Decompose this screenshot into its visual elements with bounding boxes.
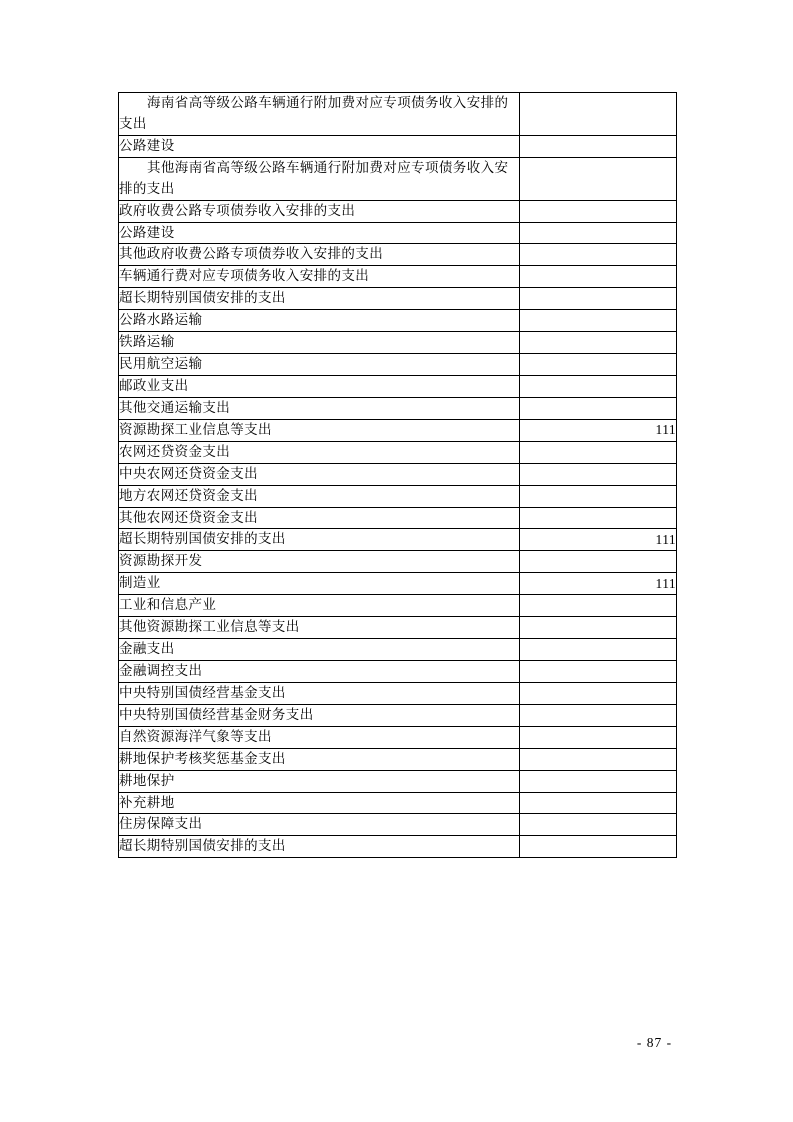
row-label: 铁路运输: [119, 332, 520, 354]
row-label: 公路水路运输: [119, 310, 520, 332]
table-row: [119, 310, 677, 332]
table-row: [119, 157, 677, 200]
row-value: [520, 617, 677, 639]
table-row: [119, 419, 677, 441]
table-row: [119, 266, 677, 288]
row-value: [520, 485, 677, 507]
table-row: [119, 441, 677, 463]
row-value: [520, 397, 677, 419]
row-label: 中央特别国债经营基金财务支出: [119, 704, 520, 726]
row-value: [520, 244, 677, 266]
row-value: [520, 200, 677, 222]
table-row: [119, 332, 677, 354]
table-row: [119, 551, 677, 573]
row-value: [520, 375, 677, 397]
row-label: 其他资源勘探工业信息等支出: [119, 617, 520, 639]
row-value: [520, 660, 677, 682]
table-row: [119, 660, 677, 682]
row-value: [520, 332, 677, 354]
row-label: 超长期特别国债安排的支出: [119, 529, 520, 551]
row-label: 住房保障支出: [119, 814, 520, 836]
table-row: [119, 507, 677, 529]
row-value: [520, 595, 677, 617]
table-row: [119, 288, 677, 310]
table-row: [119, 529, 677, 551]
table-row: [119, 814, 677, 836]
row-label: 金融调控支出: [119, 660, 520, 682]
row-value: [520, 836, 677, 858]
table-row: [119, 792, 677, 814]
table-row: [119, 93, 677, 136]
table-row: [119, 397, 677, 419]
row-value: [520, 135, 677, 157]
row-label: 超长期特别国债安排的支出: [119, 836, 520, 858]
row-label: 邮政业支出: [119, 375, 520, 397]
row-label: 其他农网还贷资金支出: [119, 507, 520, 529]
row-value: [520, 770, 677, 792]
row-value: 111: [520, 529, 677, 551]
table-row: [119, 770, 677, 792]
row-label: 制造业: [119, 573, 520, 595]
row-label: 耕地保护考核奖惩基金支出: [119, 748, 520, 770]
row-label: 公路建设: [119, 135, 520, 157]
row-value: [520, 704, 677, 726]
budget-table: [118, 92, 677, 858]
row-value: [520, 792, 677, 814]
row-value: [520, 222, 677, 244]
row-label: 其他交通运输支出: [119, 397, 520, 419]
row-label: 中央农网还贷资金支出: [119, 463, 520, 485]
row-value: [520, 288, 677, 310]
table-row: [119, 573, 677, 595]
table-row: [119, 595, 677, 617]
row-label: 中央特别国债经营基金支出: [119, 682, 520, 704]
row-label: 其他海南省高等级公路车辆通行附加费对应专项债务收入安排的支出: [119, 157, 520, 200]
row-label: 政府收费公路专项债券收入安排的支出: [119, 200, 520, 222]
row-label: 补充耕地: [119, 792, 520, 814]
table-row: [119, 485, 677, 507]
table-row: [119, 682, 677, 704]
row-value: [520, 354, 677, 376]
row-value: [520, 157, 677, 200]
row-value: [520, 682, 677, 704]
row-label: 民用航空运输: [119, 354, 520, 376]
row-label: 耕地保护: [119, 770, 520, 792]
table-row: [119, 704, 677, 726]
table-row: [119, 639, 677, 661]
row-label: 农网还贷资金支出: [119, 441, 520, 463]
row-value: 111: [520, 419, 677, 441]
table-row: [119, 354, 677, 376]
budget-table-body: [119, 93, 677, 858]
page-footer: [0, 1035, 793, 1051]
row-value: [520, 463, 677, 485]
row-value: [520, 639, 677, 661]
row-label: 地方农网还贷资金支出: [119, 485, 520, 507]
row-label: 车辆通行费对应专项债务收入安排的支出: [119, 266, 520, 288]
budget-table-container: [118, 92, 676, 858]
row-value: [520, 748, 677, 770]
table-row: [119, 222, 677, 244]
row-value: [520, 814, 677, 836]
row-value: [520, 441, 677, 463]
table-row: [119, 375, 677, 397]
row-label: 工业和信息产业: [119, 595, 520, 617]
row-label: 超长期特别国债安排的支出: [119, 288, 520, 310]
table-row: [119, 726, 677, 748]
row-value: [520, 726, 677, 748]
table-row: [119, 200, 677, 222]
row-label: 公路建设: [119, 222, 520, 244]
row-label: 海南省高等级公路车辆通行附加费对应专项债务收入安排的支出: [119, 93, 520, 136]
table-row: [119, 836, 677, 858]
row-value: [520, 310, 677, 332]
row-value: 111: [520, 573, 677, 595]
table-row: [119, 617, 677, 639]
row-value: [520, 507, 677, 529]
row-value: [520, 551, 677, 573]
row-value: [520, 93, 677, 136]
table-row: [119, 135, 677, 157]
table-row: [119, 244, 677, 266]
row-label: 金融支出: [119, 639, 520, 661]
table-row: [119, 748, 677, 770]
row-label: 其他政府收费公路专项债券收入安排的支出: [119, 244, 520, 266]
row-label: 资源勘探工业信息等支出: [119, 419, 520, 441]
row-value: [520, 266, 677, 288]
page-number: - 87 -: [636, 1035, 673, 1050]
table-row: [119, 463, 677, 485]
row-label: 资源勘探开发: [119, 551, 520, 573]
row-label: 自然资源海洋气象等支出: [119, 726, 520, 748]
